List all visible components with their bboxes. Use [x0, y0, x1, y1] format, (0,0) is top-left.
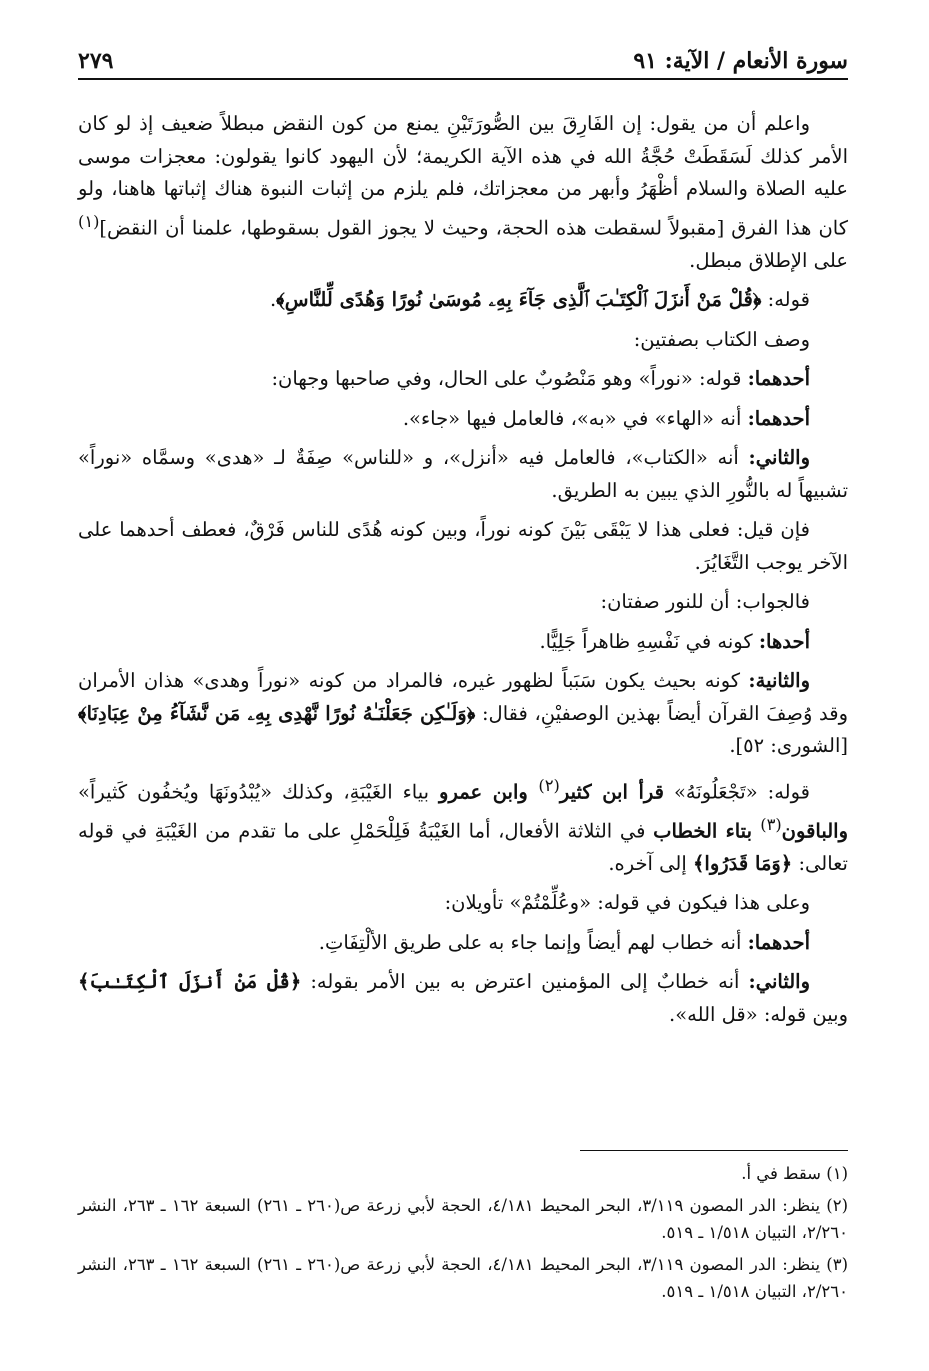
main-text: [78, 108, 848, 1038]
paragraph-12: وعلى هذا فيكون في قوله: «وعُلِّمْتُمْ» تأويلان:: [444, 891, 810, 914]
quran-verse: ﴿وَمَا قَدَرُوا﴾: [692, 851, 793, 875]
footnote-2: (٢) ينظر: الدر المصون ٣/١١٩، البحر المحيط ٤/١٨١، الحجة لأبي زرعة ص(٢٦٠ ـ ٢٦١) السبعة ١٦٢ ـ ٢٦٣، النشر ٢/٢٦٠، التبيان ١/٥١٨ ـ ٥١٩.: [78, 1195, 849, 1242]
paragraph-11: قوله: «تَجْعَلُونَهُ» قرأ ابن كثير$^{(٢)}$ وابن عمرو بياء الغَيْبَةِ، وكذلك «يُبْدُونَهَا ويُخفُون كَثيراً» والباقون$^{(٣)}$ بتاء الخطاب في الثلاثة الأفعال، أما الغَيْبَةُ فَلِلْحَمْلِ على ما تقدم من الغَيْبَةِ في قوله تعالى: ﴿وَمَا قَدَرُوا﴾ إلى آخره.: [78, 775, 848, 875]
footnote-ref-2: (٢): [538, 775, 560, 795]
bold-label: والثاني:: [748, 970, 810, 993]
surah-verse-title: سورة الأنعام / الآية: ٩١: [633, 48, 848, 74]
bold-label: أحدهما:: [747, 367, 810, 390]
footnote-3: (٣) ينظر: الدر المصون ٣/١١٩، البحر المحيط ٤/١٨١، الحجة لأبي زرعة ص(٢٦٠ ـ ٢٦١) السبعة ١٦٢ ـ ٢٦٣، النشر ٢/٢٦٠، التبيان ١/٥١٨ ـ ٥١٩.: [78, 1254, 849, 1301]
quran-verse: ﴿قُلْ مَنْ أَنزَلَ ٱلْكِتَـٰبَ﴾: [78, 970, 302, 993]
reader-name: والباقون: [781, 819, 848, 842]
paragraph-14: والثاني: أنه خطابٌ إلى المؤمنين اعترض به بين الأمر بقوله: ﴿قُلْ مَنْ أَنزَلَ ٱلْكِتَـٰبَ﴾ وبين قوله: «قل الله».: [78, 970, 848, 1026]
footnote-ref-1: (١): [78, 211, 100, 231]
paragraph-5: أحدهما: أنه «الهاء» في «به»، فالعامل فيها «جاء».: [402, 406, 810, 430]
paragraph-13: أحدهما: أنه خطاب لهم أيضاً وإنما جاء به على طريق الألْتِفَاتِ.: [318, 930, 810, 954]
page-header: [78, 44, 848, 84]
footnote-separator: [580, 1150, 848, 1151]
paragraph-6: والثاني: أنه «الكتاب»، فالعامل فيه «أنزل»، و «للناس» صِفَةٌ لـ «هدى» وسمَّاه «نوراً» تشبيهاً له بالنُّورِ الذي يبين به الطريق.: [78, 446, 848, 502]
header-rule: [78, 78, 848, 80]
footnote-ref-3: (٣): [760, 814, 782, 834]
bold-label: أحدهما:: [747, 930, 810, 954]
reading-type: بتاء الخطاب: [653, 819, 761, 842]
bold-label: أحدها:: [758, 629, 810, 653]
page-number: ٢٧٩: [78, 48, 114, 74]
paragraph-8: فالجواب: أن للنور صفتان:: [600, 590, 810, 613]
paragraph-4: أحدهما: قوله: «نوراً» وهو مَنْصُوبٌ على الحال، وفي صاحبها وجهان:: [271, 367, 810, 390]
quran-verse: ﴿قُلْ مَنْ أَنزَلَ ٱلْكِتَـٰبَ ٱلَّذِى جَآءَ بِهِۦ مُوسَىٰ نُورًا وَهُدًى لِّلنَّاسِ﴾: [276, 288, 762, 311]
bold-label: والثانية:: [748, 669, 810, 692]
bold-label: والثاني:: [748, 446, 810, 469]
reader-name: قرأ ابن كثير: [559, 780, 664, 803]
paragraph-9: أحدها: كونه في نَفْسِهِ ظاهراً جَلِيًّا.: [539, 629, 810, 653]
reader-name: وابن عمرو: [439, 780, 539, 803]
paragraph-1: واعلم أن من يقول: إن الفَارِقَ بين الصُّورَتَيْنِ يمنع من كون النقض مبطلاً ضعيف إذ لو كان الأمر كذلك لَسَقَطَتْ حُجَّةُ الله في هذه الآية الكريمة؛ لأن اليهود كانوا يقولون: معجزات موسى عليه الصلاة والسلام أظْهَرُ وأبهر من معجزاتك، فلم يلزم من إثبات النبوة هناك إثباتها هاهنا، ولو كان هذا الفرق [مقبولاً لسقطت هذه الحجة، وحيث لا يجوز القول بسقوطها، علمنا أن النقض]$^{(١)}$ على الإطلاق مبطل.: [78, 112, 848, 272]
paragraph-3: وصف الكتاب بصفتين:: [633, 327, 810, 351]
bold-label: أحدهما:: [747, 406, 810, 430]
quran-verse: ﴿وَلَـٰكِن جَعَلْنَـٰهُ نُورًا نَّهْدِى بِهِۦ مَن نَّشَآءُ مِنْ عِبَادِنَا﴾: [78, 701, 476, 725]
paragraph-2: قوله: ﴿قُلْ مَنْ أَنزَلَ ٱلْكِتَـٰبَ ٱلَّذِى جَآءَ بِهِۦ مُوسَىٰ نُورًا وَهُدًى لِّلنَّاسِ﴾.: [269, 288, 810, 311]
footnote-1: (١) سقط في أ.: [741, 1164, 848, 1183]
paragraph-10: والثانية: كونه بحيث يكون سَبَباً لظهور غيره، فالمراد من كونه «نوراً وهدى» هذان الأمران وقد وُصِفَ القرآن أيضاً بهذين الوصفيْنِ، فقال: ﴿وَلَـٰكِن جَعَلْنَـٰهُ نُورًا نَّهْدِى بِهِۦ مَن نَّشَآءُ مِنْ عِبَادِنَا﴾ [الشورى: ٥٢].: [78, 669, 849, 757]
paragraph-7: فإن قيل: فعلى هذا لا يَبْقَى بَيْنَ كونه نوراً، وبين كونه هُدًى للناس فَرْقٌ، فعطف أحدهما على الآخر يوجب التَّغَايُرَ.: [78, 518, 848, 574]
footnotes: [78, 1160, 848, 1310]
